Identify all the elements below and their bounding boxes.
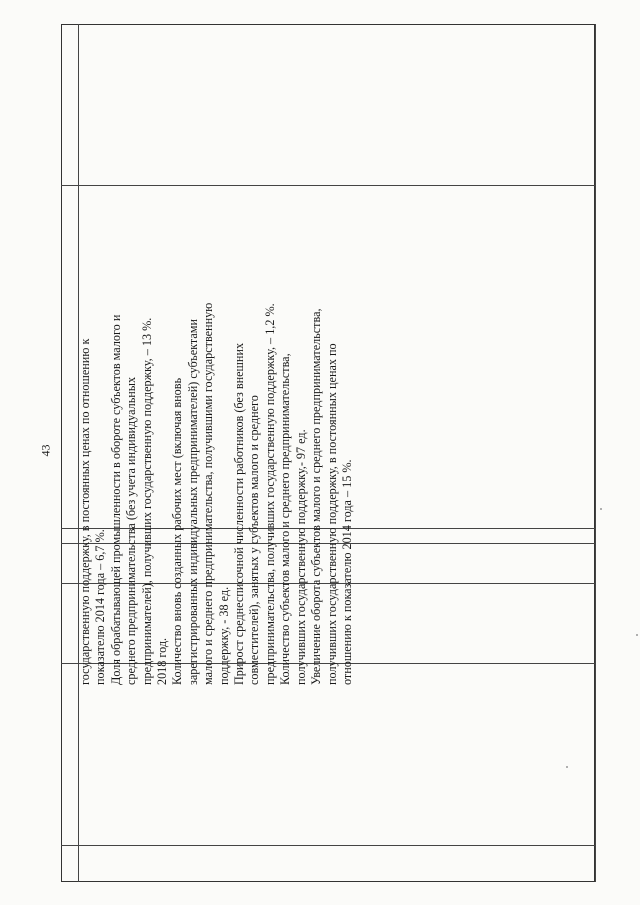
cell-paragraph: Прирост среднесписочной численности работников (без внешних совместителей), занятых у субъектов малого и среднего предпринимательства, получивших государственную поддержку, – 1,2 %.: [232, 303, 277, 685]
cell-paragraph: Увеличение оборота субъектов малого и среднего предпринимательства, получивших государственную поддержку, в постоянных ценах по отношению к показателю 2014 года – 15 %.: [309, 308, 354, 685]
cell-paragraph: государственную поддержку, в постоянных ценах по отношению к показателю 2014 года – 6,7 %.: [78, 338, 108, 685]
cell-paragraph: Количество субъектов малого и среднего предпринимательства, получивших государственную поддержку,- 97 ед.: [278, 353, 308, 685]
scan-artifact: [600, 508, 602, 510]
cell-paragraph: Количество вновь созданных рабочих мест (включая вновь зарегистрированных индивидуальных предпринимателей) субъектами малого и среднего предпринимательства, получившими государственную поддержку, - 38 ед.: [170, 302, 231, 685]
cell-paragraph: 2018 год.: [155, 637, 170, 685]
cell-paragraph: Доля обрабатывающей промышленности в обороте субъектов малого и среднего предпринимательства (без учета индивидуальных предпринимателей), получивших государственную поддержку, – 13 %.: [108, 314, 154, 685]
table-divider: [61, 845, 595, 846]
cell-text: [78, 291, 355, 685]
scan-artifact: [636, 634, 638, 636]
table-divider: [595, 24, 596, 882]
page-number: 43: [38, 444, 53, 457]
indicator-cell: [78, 185, 472, 685]
